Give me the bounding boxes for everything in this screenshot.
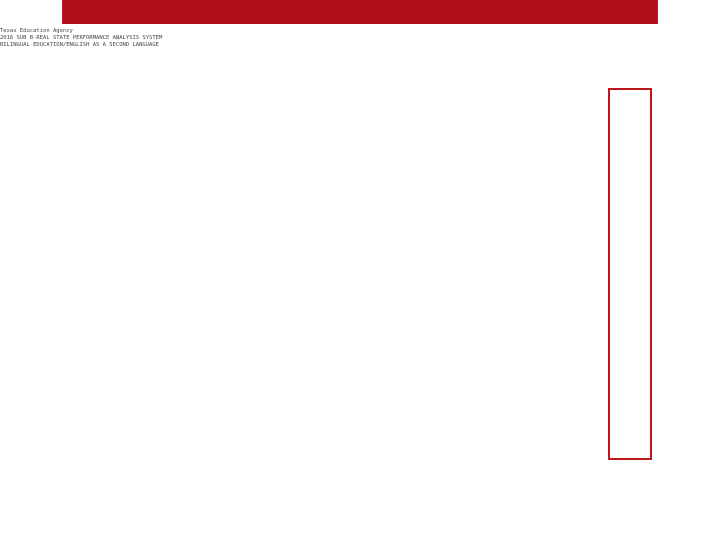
performance-level-highlight bbox=[608, 88, 652, 460]
report-title-line: 2016 SUB B-REAL STATE PERFORMANCE ANALYSIS SYSTEM bbox=[0, 35, 163, 41]
top-banner bbox=[62, 0, 658, 24]
report-title-line: BILINGUAL EDUCATION/ENGLISH AS A SECOND LANGUAGE bbox=[0, 42, 159, 48]
report-title-line: Texas Education Agency bbox=[0, 28, 73, 34]
